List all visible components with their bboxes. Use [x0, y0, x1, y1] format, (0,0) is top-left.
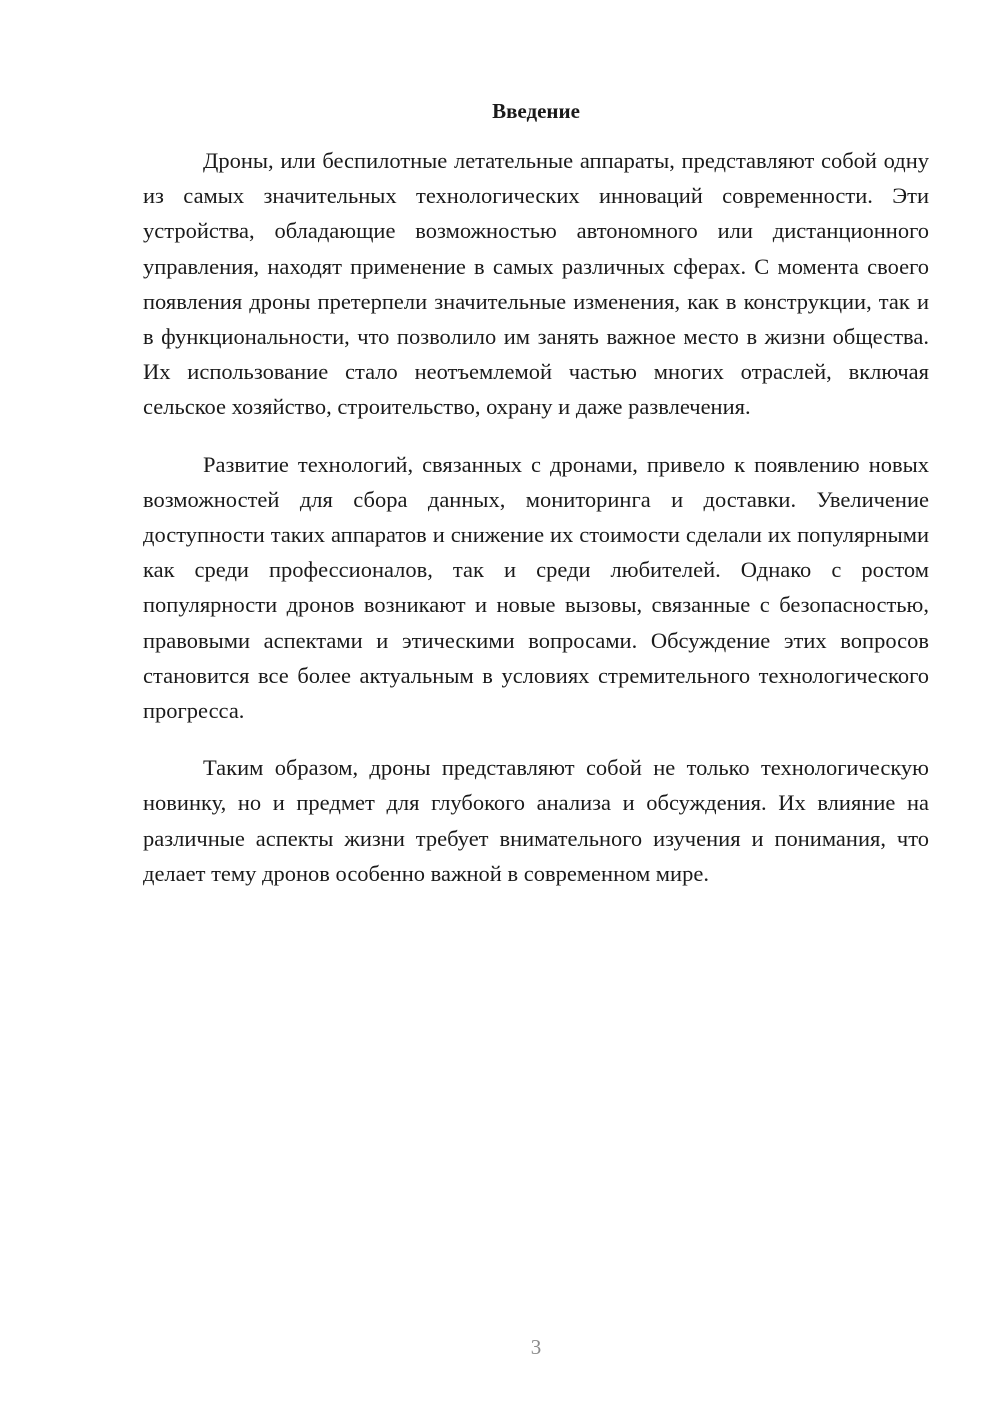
body-text — [143, 143, 929, 891]
page-number: 3 — [530, 1335, 542, 1359]
paragraph-1: Дроны, или беспилотные летательные аппараты, представляют собой одну из самых значительных технологических инноваций современности. Эти устройства, обладающие возможностью автономного или дистанционного управления, находят применение в самых различных сферах. С момента своего появления дроны претерпели значительные изменения, как в конструкции, так и в функциональности, что позволило им занять важное место в жизни общества. Их использование стало неотъемлемой частью многих отраслей, включая сельское хозяйство, строительство, охрану и даже развлечения. — [143, 148, 929, 420]
paragraph-3: Таким образом, дроны представляют собой не только технологическую новинку, но и предмет для глубокого анализа и обсуждения. Их влияние на различные аспекты жизни требует внимательного изучения и понимания, что делает тему дронов особенно важной в современном мире. — [143, 755, 929, 886]
section-title: Введение — [492, 99, 580, 123]
paragraph-2: Развитие технологий, связанных с дронами, привело к появлению новых возможностей для сбора данных, мониторинга и доставки. Увеличение доступности таких аппаратов и снижение их стоимости сделали их популярными как среди профессионалов, так и среди любителей. Однако с ростом популярности дронов возникают и новые вызовы, связанные с безопасностью, правовыми аспектами и этическими вопросами. Обсуждение этих вопросов становится все более актуальным в условиях стремительного технологического прогресса. — [143, 451, 929, 724]
